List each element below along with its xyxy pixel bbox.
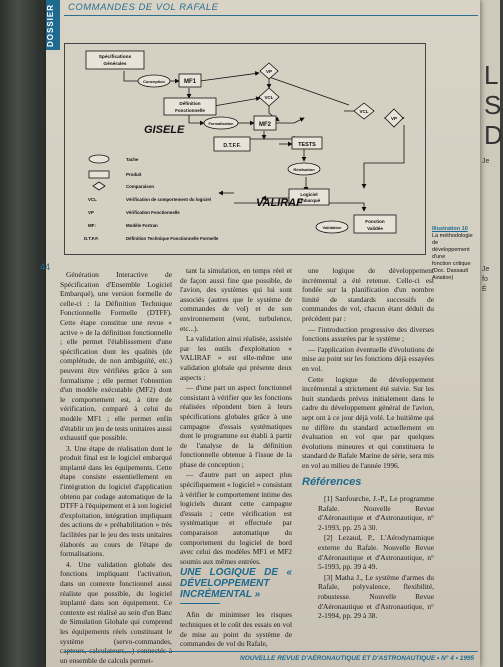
paragraph: 3. Une étape de réalisation dont le produit final est le logiciel embarqué implanté dans les équipements. Cette étape consiste essentiellement en l'intégration du logiciel d'application obtenu par codage automatique de la DTFF à l'équipement et à son logiciel d'exploitation, intégration impliquant des actions de « préhabilitation » très facilitées par le jeu des tests unitaires élaborés au cours de l'étape de formalisations. (60, 443, 172, 559)
node-def-label-1: Définition (179, 101, 201, 106)
paragraph: 4. Une validation globale des fonctions impliquant l'activation, dans un contexte fonctionnel aussi réaliste que possible, du logiciel implanté dans son équipement. Ce contexte est réalisé au sein d'un Banc de Simulation Globale qui comprend les équipements réels constituant le système (servo-commandes, capteurs, calculateurs,...) connectés à un ensemble de calculs permet- (60, 559, 172, 665)
node-dtff-label: D.T.F.F. (223, 143, 241, 149)
node-spec-label-1: Spécifications (98, 55, 132, 60)
legend-text: Définition Technique Fonctionnelle Formelle (126, 236, 219, 241)
paragraph: — l'application éventuelle d'évolutions de mise au point sur les fonctions déjà essayées en vol. (302, 344, 434, 373)
next-page-snippet: fo (482, 276, 488, 283)
header-rule (64, 15, 478, 16)
section-subheading: UNE LOGIQUE DE « DÉVELOPPEMENT INCRÉMENTAL » (180, 567, 292, 601)
paragraph: une logique de développement incrémental a été retenue. Celle-ci est fondée sur la planification d'un nombre limité de standards successifs de commandes de vol, chacun étant déduit du précédent par : (302, 266, 434, 323)
legend-ellipse-icon (89, 155, 109, 163)
caption-line: développement d'une (432, 247, 470, 260)
paragraph: Afin de minimiser les risques techniques et le coût des essais en vol de mise au point du système de commandes de vol du Rafale, (180, 610, 292, 649)
node-realisation-label: Réalisation (293, 167, 315, 172)
page-number: 44 (40, 262, 51, 272)
legend-key: D.T.F.F. (84, 236, 99, 241)
paragraph: — d'une part un aspect fonctionnel consistant à vérifier que les fonctions réalisées répondent bien à leurs spécifications globales grâce à une campagne d'essais systématiques dont le programme est établi à partir de l'analyse de la définition fonctionnelle obtenue à l'issue de la phase de conception ; (180, 383, 292, 469)
paragraph: — d'autre part un aspect plus spécifiquement « logiciel » consistant à vérifier le comportement intime des logiciels durant cette campagne d'essais ; cette vérification est systématique et effectuée par comparaison automatique du comportement du logiciel de bord avec celui des modèles MF1 et MF2 soumis aux mêmes entrées. (180, 470, 292, 566)
text-column-2 (180, 266, 292, 650)
legend-text: Tache (126, 157, 139, 162)
subheading-rule (180, 603, 220, 604)
node-fv-label-2: Validée (367, 226, 383, 231)
node-def-label-2: Fonctionnelle (175, 108, 205, 113)
methodology-diagram (64, 43, 424, 253)
text-column-3 (302, 266, 434, 622)
node-validation-label: Validation (322, 225, 342, 230)
paragraph: Cette logique de développement incrémental a strictement été suivie. Sur les huit standards prévus initialement dans le cadre du développement général de l'avion, sept ont à ce jour déjà volé. Le huitième qui ne diffère du standard actuellement en évaluation en vol que par quelques évolutions mineures et qui constituera le standard de Rafale Marine de série, sera mis en vol au milieu de l'année 1996. (302, 374, 434, 470)
gisele-label: GISELE (144, 124, 185, 136)
legend-key: VP (88, 210, 94, 215)
next-page-letter: D (484, 120, 503, 150)
node-formalisation-label: Formalisation (208, 122, 234, 126)
running-header: COMMANDES DE VOL RAFALE (68, 2, 219, 13)
node-mf2-label: MF2 (259, 122, 271, 128)
node-vp2-label: VP (390, 116, 398, 121)
node-mf1-label: MF1 (184, 79, 196, 85)
node-tests-label: TESTS (298, 142, 316, 148)
legend-rect-icon (89, 171, 109, 178)
running-footer: NOUVELLE REVUE D'AÉRONAUTIQUE ET D'ASTRONAUTIQUE • N° 4 • 1995 (240, 655, 475, 662)
node-vcl2-label: VCL (359, 109, 369, 114)
caption-line: fonction critique (432, 261, 471, 267)
caption-line: (Doc. Dassault Aviation) (432, 268, 469, 281)
node-log-label-1: Logiciel (300, 192, 318, 197)
paragraph: — l'introduction progressive des diverses fonctions assurées par le système ; (302, 324, 434, 344)
next-page-snippet: É (482, 286, 487, 293)
legend-text: Comparaison (126, 184, 155, 189)
legend-key: MF: (88, 223, 96, 228)
node-log-label-2: Embarqué (297, 198, 321, 203)
node-fv-label-1: Fonction (365, 219, 385, 224)
legend-text: Vérification de comportement du logiciel (126, 197, 211, 202)
legend-key: VCL (88, 197, 97, 202)
diagram-legend (84, 155, 219, 241)
node-spec-label-2: Générales (103, 62, 127, 67)
node-vp-label: VP (265, 69, 273, 74)
figure-caption (432, 226, 478, 282)
legend-text: Modèle Fortran (126, 223, 158, 228)
paragraph: Génération Interactive de Spécification d'Ensemble Logiciel Embarqué), une version formelle de celle-ci : la Définition Technique Fonctionnelle Formelle (DTFF). Cette étape constitue une revue « active » de la définition fonctionnelle ; elle permet l'établissement d'une spécification dont les qualités (de complétude, de non ambiguïté, etc.) peuvent être vérifiées grâce à son formalisme ; elle permet l'obtention d'un modèle exécutable (MF2) dont le comportement est, à titre de vérification, comparé à celui du modèle MF1 ; elle permet enfin d'établir un jeu de tests unitaires aussi exhaustif que possible. (60, 270, 172, 443)
caption-line: La méthodologie de (432, 233, 473, 246)
caption-title: Illustration 10 (432, 226, 468, 232)
legend-text: Vérification Fonctionnelle (126, 210, 180, 215)
next-page-snippet: Je (482, 266, 490, 273)
reference-item: [3] Matha J., Le système d'armes du Rafale, polyvalence, flexibilité, robustesse. Nouvelle Revue d'Aéronautique et d'Astronautique, n° 2-1994, pp. 29 à 38. (318, 572, 434, 621)
legend-text: Produit (126, 172, 142, 177)
next-page-letter: S (484, 90, 502, 120)
paragraph: La validation ainsi réalisée, assistée par les outils d'exploitation « VALIRAF » est elle-même une validation globale qui présente deux aspects : (180, 334, 292, 382)
next-page-snippet: Je (482, 158, 490, 165)
footer-rule (64, 651, 478, 652)
reference-item: [1] Sanfourche, J.-P., Le programme Rafale. Nouvelle Revue d'Aéronautique et d'Astronautique, n° 2-1993, pp. 25 à 30. (318, 494, 434, 532)
node-vcl-label: VCL (264, 95, 274, 100)
node-conception-label: Conception (143, 79, 165, 84)
section-tab: DOSSIER (46, 0, 60, 50)
legend-diamond-icon (93, 182, 105, 190)
text-column-1 (60, 270, 172, 666)
next-page-letter: L (484, 60, 499, 90)
valiraf-label: VALIRAF (256, 197, 303, 209)
paragraph: tant la simulation, en temps réel et de façon aussi fine que possible, de l'avion, des systèmes qui lui sont associés (autres que le système de commandes de vol) et de son environnement (vent, turbulence, etc...). (180, 266, 292, 333)
references-heading: Références (302, 476, 362, 489)
reference-item: [2] Lezaud, P., L'Aérodynamique externe du Rafale. Nouvelle Revue d'Aéronautique et d'Astronautique, n° 5-1993, pp. 39 à 49. (318, 533, 434, 572)
